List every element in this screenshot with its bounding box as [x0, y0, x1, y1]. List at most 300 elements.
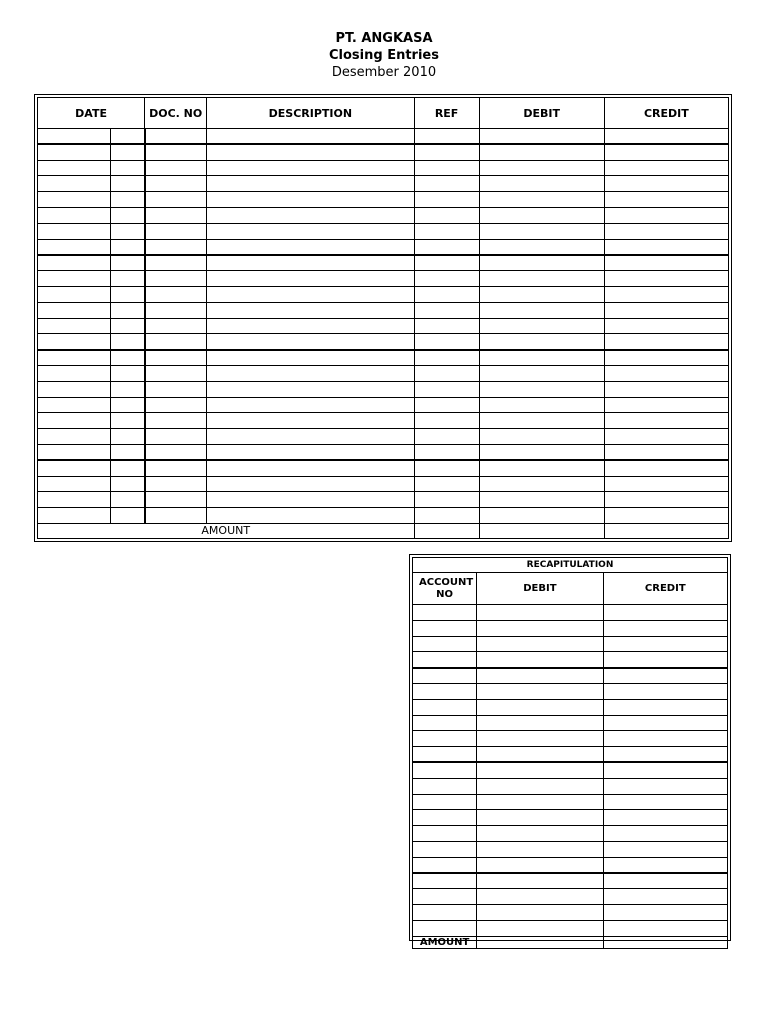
journal-row — [38, 444, 729, 460]
recap-debit-cell[interactable] — [477, 826, 603, 842]
ref-cell[interactable] — [414, 271, 479, 287]
date-cell-a[interactable] — [38, 334, 111, 350]
recap-credit-cell[interactable] — [603, 636, 727, 652]
date-cell-b[interactable] — [111, 192, 145, 208]
recap-credit-cell[interactable] — [603, 652, 727, 668]
recap-credit-cell[interactable] — [603, 778, 727, 794]
date-cell-b[interactable] — [111, 444, 145, 460]
credit-cell[interactable] — [604, 429, 728, 445]
date-cell-b[interactable] — [111, 334, 145, 350]
doc-no-cell[interactable] — [145, 381, 207, 397]
date-cell-b[interactable] — [111, 160, 145, 176]
recap-debit-cell[interactable] — [477, 715, 603, 731]
ref-cell[interactable] — [414, 508, 479, 524]
ref-cell[interactable] — [414, 460, 479, 476]
doc-no-cell[interactable] — [145, 460, 207, 476]
recap-row — [413, 778, 728, 794]
description-cell[interactable] — [207, 239, 414, 255]
debit-cell[interactable] — [479, 144, 604, 160]
date-cell-a[interactable] — [38, 255, 111, 271]
recap-debit-cell[interactable] — [477, 810, 603, 826]
date-cell-a[interactable] — [38, 397, 111, 413]
description-cell[interactable] — [207, 302, 414, 318]
date-cell-a[interactable] — [38, 350, 111, 366]
date-cell-b[interactable] — [111, 365, 145, 381]
ref-cell[interactable] — [414, 350, 479, 366]
doc-no-cell[interactable] — [145, 129, 207, 145]
account-no-cell[interactable] — [413, 905, 477, 921]
date-cell-a[interactable] — [38, 286, 111, 302]
report-title: Closing Entries — [329, 48, 439, 63]
journal-row — [38, 476, 729, 492]
debit-cell[interactable] — [479, 397, 604, 413]
doc-no-cell[interactable] — [145, 223, 207, 239]
debit-cell[interactable] — [479, 460, 604, 476]
journal-amount-label: AMOUNT — [38, 523, 415, 538]
credit-cell[interactable] — [604, 381, 728, 397]
recap-row — [413, 794, 728, 810]
recap-row — [413, 747, 728, 763]
ref-cell[interactable] — [414, 144, 479, 160]
journal-row — [38, 176, 729, 192]
account-no-cell[interactable] — [413, 605, 477, 621]
credit-cell[interactable] — [604, 176, 728, 192]
debit-cell[interactable] — [479, 192, 604, 208]
recap-debit-cell[interactable] — [477, 747, 603, 763]
description-cell[interactable] — [207, 176, 414, 192]
debit-cell[interactable] — [479, 223, 604, 239]
description-cell[interactable] — [207, 144, 414, 160]
journal-row — [38, 207, 729, 223]
description-cell[interactable] — [207, 350, 414, 366]
recap-credit-cell[interactable] — [603, 841, 727, 857]
doc-no-cell[interactable] — [145, 255, 207, 271]
journal-row — [38, 381, 729, 397]
description-cell[interactable] — [207, 207, 414, 223]
date-cell-b[interactable] — [111, 223, 145, 239]
credit-cell[interactable] — [604, 460, 728, 476]
account-no-cell[interactable] — [413, 920, 477, 936]
recap-debit-cell[interactable] — [477, 794, 603, 810]
date-cell-b[interactable] — [111, 397, 145, 413]
description-cell[interactable] — [207, 223, 414, 239]
date-cell-a[interactable] — [38, 508, 111, 524]
col-header-debit: DEBIT — [479, 98, 604, 129]
recap-amount-row — [413, 936, 728, 948]
recap-credit-cell[interactable] — [603, 826, 727, 842]
date-cell-b[interactable] — [111, 413, 145, 429]
date-cell-b[interactable] — [111, 381, 145, 397]
journal-row — [38, 271, 729, 287]
account-no-cell[interactable] — [413, 826, 477, 842]
date-cell-a[interactable] — [38, 144, 111, 160]
credit-cell[interactable] — [604, 207, 728, 223]
recap-frame — [409, 554, 731, 948]
description-cell[interactable] — [207, 492, 414, 508]
doc-no-cell[interactable] — [145, 302, 207, 318]
description-cell[interactable] — [207, 413, 414, 429]
credit-cell[interactable] — [604, 365, 728, 381]
ref-cell[interactable] — [414, 286, 479, 302]
recap-debit-cell[interactable] — [477, 889, 603, 905]
doc-no-cell[interactable] — [145, 160, 207, 176]
recap-col-header-debit: DEBIT — [477, 573, 603, 605]
ref-cell[interactable] — [414, 413, 479, 429]
document-header — [0, 30, 768, 81]
ref-cell[interactable] — [414, 397, 479, 413]
date-cell-a[interactable] — [38, 160, 111, 176]
journal-amount-row — [38, 523, 729, 538]
description-cell[interactable] — [207, 271, 414, 287]
journal-row — [38, 160, 729, 176]
doc-no-cell[interactable] — [145, 350, 207, 366]
date-cell-a[interactable] — [38, 429, 111, 445]
description-cell[interactable] — [207, 286, 414, 302]
date-cell-b[interactable] — [111, 318, 145, 334]
journal-frame — [34, 94, 732, 542]
credit-cell[interactable] — [604, 413, 728, 429]
debit-cell[interactable] — [479, 365, 604, 381]
account-no-cell[interactable] — [413, 683, 477, 699]
journal-header-row — [38, 98, 729, 129]
doc-no-cell[interactable] — [145, 318, 207, 334]
recap-debit-cell[interactable] — [477, 668, 603, 684]
recap-credit-cell[interactable] — [603, 620, 727, 636]
recap-row — [413, 605, 728, 621]
ref-cell[interactable] — [414, 129, 479, 145]
ref-cell[interactable] — [414, 476, 479, 492]
date-cell-a[interactable] — [38, 365, 111, 381]
date-cell-b[interactable] — [111, 239, 145, 255]
journal-row — [38, 413, 729, 429]
recap-credit-cell[interactable] — [603, 668, 727, 684]
description-cell[interactable] — [207, 508, 414, 524]
date-cell-a[interactable] — [38, 444, 111, 460]
date-cell-b[interactable] — [111, 255, 145, 271]
debit-cell[interactable] — [479, 271, 604, 287]
debit-cell[interactable] — [479, 508, 604, 524]
debit-cell[interactable] — [479, 129, 604, 145]
description-cell[interactable] — [207, 129, 414, 145]
account-no-cell[interactable] — [413, 668, 477, 684]
col-header-credit: CREDIT — [604, 98, 728, 129]
account-no-cell[interactable] — [413, 715, 477, 731]
recap-row — [413, 699, 728, 715]
description-cell[interactable] — [207, 460, 414, 476]
recap-debit-cell[interactable] — [477, 620, 603, 636]
description-cell[interactable] — [207, 318, 414, 334]
journal-row — [38, 286, 729, 302]
description-cell[interactable] — [207, 381, 414, 397]
credit-cell[interactable] — [604, 476, 728, 492]
recap-credit-cell[interactable] — [603, 794, 727, 810]
recap-credit-cell[interactable] — [603, 747, 727, 763]
debit-cell[interactable] — [479, 160, 604, 176]
recap-amount-label: AMOUNT — [413, 936, 477, 948]
doc-no-cell[interactable] — [145, 444, 207, 460]
date-cell-b[interactable] — [111, 144, 145, 160]
doc-no-cell[interactable] — [145, 397, 207, 413]
description-cell[interactable] — [207, 365, 414, 381]
ref-cell[interactable] — [414, 492, 479, 508]
recap-row — [413, 668, 728, 684]
recap-debit-cell[interactable] — [477, 841, 603, 857]
account-no-cell[interactable] — [413, 873, 477, 889]
journal-row — [38, 334, 729, 350]
ref-cell[interactable] — [414, 302, 479, 318]
credit-cell[interactable] — [604, 334, 728, 350]
date-cell-b[interactable] — [111, 129, 145, 145]
journal-row — [38, 492, 729, 508]
credit-cell[interactable] — [604, 444, 728, 460]
company-name: PT. ANGKASA — [335, 31, 433, 46]
account-no-cell[interactable] — [413, 636, 477, 652]
ref-cell[interactable] — [414, 429, 479, 445]
credit-cell[interactable] — [604, 350, 728, 366]
journal-row — [38, 460, 729, 476]
debit-cell[interactable] — [479, 255, 604, 271]
debit-cell[interactable] — [479, 476, 604, 492]
ref-cell[interactable] — [414, 444, 479, 460]
credit-cell[interactable] — [604, 286, 728, 302]
debit-cell[interactable] — [479, 350, 604, 366]
recap-row — [413, 905, 728, 921]
date-cell-a[interactable] — [38, 476, 111, 492]
recap-row — [413, 652, 728, 668]
recap-credit-cell[interactable] — [603, 905, 727, 921]
doc-no-cell[interactable] — [145, 365, 207, 381]
doc-no-cell[interactable] — [145, 334, 207, 350]
journal-row — [38, 223, 729, 239]
recap-debit-cell[interactable] — [477, 873, 603, 889]
doc-no-cell[interactable] — [145, 192, 207, 208]
credit-cell[interactable] — [604, 239, 728, 255]
journal-amount-debit[interactable] — [479, 523, 604, 538]
journal-row — [38, 365, 729, 381]
doc-no-cell[interactable] — [145, 429, 207, 445]
account-no-cell[interactable] — [413, 857, 477, 873]
ref-cell[interactable] — [414, 176, 479, 192]
doc-no-cell[interactable] — [145, 413, 207, 429]
date-cell-a[interactable] — [38, 192, 111, 208]
debit-cell[interactable] — [479, 492, 604, 508]
debit-cell[interactable] — [479, 176, 604, 192]
recap-debit-cell[interactable] — [477, 605, 603, 621]
ref-cell[interactable] — [414, 334, 479, 350]
recap-row — [413, 841, 728, 857]
doc-no-cell[interactable] — [145, 271, 207, 287]
date-cell-b[interactable] — [111, 207, 145, 223]
recap-credit-cell[interactable] — [603, 873, 727, 889]
journal-row — [38, 302, 729, 318]
col-header-doc-no: DOC. NO — [145, 98, 207, 129]
recap-credit-cell[interactable] — [603, 920, 727, 936]
date-cell-b[interactable] — [111, 350, 145, 366]
credit-cell[interactable] — [604, 192, 728, 208]
credit-cell[interactable] — [604, 255, 728, 271]
description-cell[interactable] — [207, 255, 414, 271]
description-cell[interactable] — [207, 397, 414, 413]
debit-cell[interactable] — [479, 429, 604, 445]
account-no-cell[interactable] — [413, 778, 477, 794]
account-no-cell[interactable] — [413, 810, 477, 826]
ref-cell[interactable] — [414, 223, 479, 239]
recap-debit-cell[interactable] — [477, 636, 603, 652]
recap-row — [413, 683, 728, 699]
recap-debit-cell[interactable] — [477, 731, 603, 747]
date-cell-b[interactable] — [111, 302, 145, 318]
recap-credit-cell[interactable] — [603, 605, 727, 621]
journal-row — [38, 350, 729, 366]
journal-amount-credit[interactable] — [604, 523, 728, 538]
description-cell[interactable] — [207, 476, 414, 492]
ref-cell[interactable] — [414, 192, 479, 208]
recap-debit-cell[interactable] — [477, 905, 603, 921]
credit-cell[interactable] — [604, 129, 728, 145]
date-cell-b[interactable] — [111, 476, 145, 492]
doc-no-cell[interactable] — [145, 286, 207, 302]
debit-cell[interactable] — [479, 207, 604, 223]
account-no-cell[interactable] — [413, 731, 477, 747]
journal-table — [37, 97, 729, 539]
recap-row — [413, 826, 728, 842]
date-cell-a[interactable] — [38, 271, 111, 287]
recap-debit-cell[interactable] — [477, 778, 603, 794]
recap-credit-cell[interactable] — [603, 857, 727, 873]
recap-amount-credit[interactable] — [603, 936, 727, 948]
col-header-ref: REF — [414, 98, 479, 129]
date-cell-b[interactable] — [111, 508, 145, 524]
account-no-cell[interactable] — [413, 889, 477, 905]
recap-credit-cell[interactable] — [603, 683, 727, 699]
date-cell-a[interactable] — [38, 413, 111, 429]
date-cell-a[interactable] — [38, 302, 111, 318]
date-cell-a[interactable] — [38, 318, 111, 334]
journal-body — [38, 129, 729, 524]
journal-row — [38, 144, 729, 160]
recap-credit-cell[interactable] — [603, 699, 727, 715]
ref-cell[interactable] — [414, 160, 479, 176]
debit-cell[interactable] — [479, 444, 604, 460]
recap-debit-cell[interactable] — [477, 762, 603, 778]
debit-cell[interactable] — [479, 286, 604, 302]
description-cell[interactable] — [207, 429, 414, 445]
recap-credit-cell[interactable] — [603, 810, 727, 826]
debit-cell[interactable] — [479, 381, 604, 397]
recap-header-row — [413, 573, 728, 605]
recap-row — [413, 715, 728, 731]
credit-cell[interactable] — [604, 397, 728, 413]
account-no-cell[interactable] — [413, 699, 477, 715]
recap-row — [413, 857, 728, 873]
recap-credit-cell[interactable] — [603, 889, 727, 905]
doc-no-cell[interactable] — [145, 239, 207, 255]
date-cell-b[interactable] — [111, 271, 145, 287]
date-cell-a[interactable] — [38, 207, 111, 223]
recap-credit-cell[interactable] — [603, 762, 727, 778]
doc-no-cell[interactable] — [145, 144, 207, 160]
ref-cell[interactable] — [414, 381, 479, 397]
credit-cell[interactable] — [604, 160, 728, 176]
date-cell-a[interactable] — [38, 492, 111, 508]
debit-cell[interactable] — [479, 302, 604, 318]
debit-cell[interactable] — [479, 318, 604, 334]
recap-debit-cell[interactable] — [477, 652, 603, 668]
debit-cell[interactable] — [479, 413, 604, 429]
account-no-cell[interactable] — [413, 841, 477, 857]
journal-amount-ref[interactable] — [414, 523, 479, 538]
ref-cell[interactable] — [414, 239, 479, 255]
ref-cell[interactable] — [414, 207, 479, 223]
date-cell-b[interactable] — [111, 460, 145, 476]
credit-cell[interactable] — [604, 318, 728, 334]
credit-cell[interactable] — [604, 271, 728, 287]
date-cell-b[interactable] — [111, 492, 145, 508]
description-cell[interactable] — [207, 160, 414, 176]
date-cell-a[interactable] — [38, 460, 111, 476]
journal-row — [38, 318, 729, 334]
credit-cell[interactable] — [604, 144, 728, 160]
debit-cell[interactable] — [479, 239, 604, 255]
recap-debit-cell[interactable] — [477, 683, 603, 699]
credit-cell[interactable] — [604, 223, 728, 239]
date-cell-b[interactable] — [111, 429, 145, 445]
date-cell-a[interactable] — [38, 381, 111, 397]
credit-cell[interactable] — [604, 302, 728, 318]
credit-cell[interactable] — [604, 508, 728, 524]
date-cell-a[interactable] — [38, 239, 111, 255]
ref-cell[interactable] — [414, 318, 479, 334]
description-cell[interactable] — [207, 444, 414, 460]
doc-no-cell[interactable] — [145, 508, 207, 524]
recap-debit-cell[interactable] — [477, 699, 603, 715]
recap-title: RECAPITULATION — [413, 558, 728, 573]
description-cell[interactable] — [207, 334, 414, 350]
doc-no-cell[interactable] — [145, 207, 207, 223]
recap-debit-cell[interactable] — [477, 920, 603, 936]
recap-col-header-account-no: ACCOUNT NO — [413, 573, 477, 605]
account-no-cell[interactable] — [413, 652, 477, 668]
date-cell-a[interactable] — [38, 129, 111, 145]
recap-row — [413, 873, 728, 889]
account-no-cell[interactable] — [413, 620, 477, 636]
date-cell-a[interactable] — [38, 223, 111, 239]
recap-credit-cell[interactable] — [603, 731, 727, 747]
date-cell-a[interactable] — [38, 176, 111, 192]
date-cell-b[interactable] — [111, 176, 145, 192]
account-no-cell[interactable] — [413, 762, 477, 778]
recap-row — [413, 920, 728, 936]
recap-amount-debit[interactable] — [477, 936, 603, 948]
debit-cell[interactable] — [479, 334, 604, 350]
doc-no-cell[interactable] — [145, 492, 207, 508]
ref-cell[interactable] — [414, 255, 479, 271]
description-cell[interactable] — [207, 192, 414, 208]
date-cell-b[interactable] — [111, 286, 145, 302]
recap-debit-cell[interactable] — [477, 857, 603, 873]
recap-body — [413, 605, 728, 937]
account-no-cell[interactable] — [413, 747, 477, 763]
report-period: Desember 2010 — [331, 65, 437, 80]
ref-cell[interactable] — [414, 365, 479, 381]
doc-no-cell[interactable] — [145, 176, 207, 192]
credit-cell[interactable] — [604, 492, 728, 508]
recap-credit-cell[interactable] — [603, 715, 727, 731]
recap-row — [413, 636, 728, 652]
doc-no-cell[interactable] — [145, 476, 207, 492]
recap-table — [412, 557, 728, 949]
account-no-cell[interactable] — [413, 794, 477, 810]
